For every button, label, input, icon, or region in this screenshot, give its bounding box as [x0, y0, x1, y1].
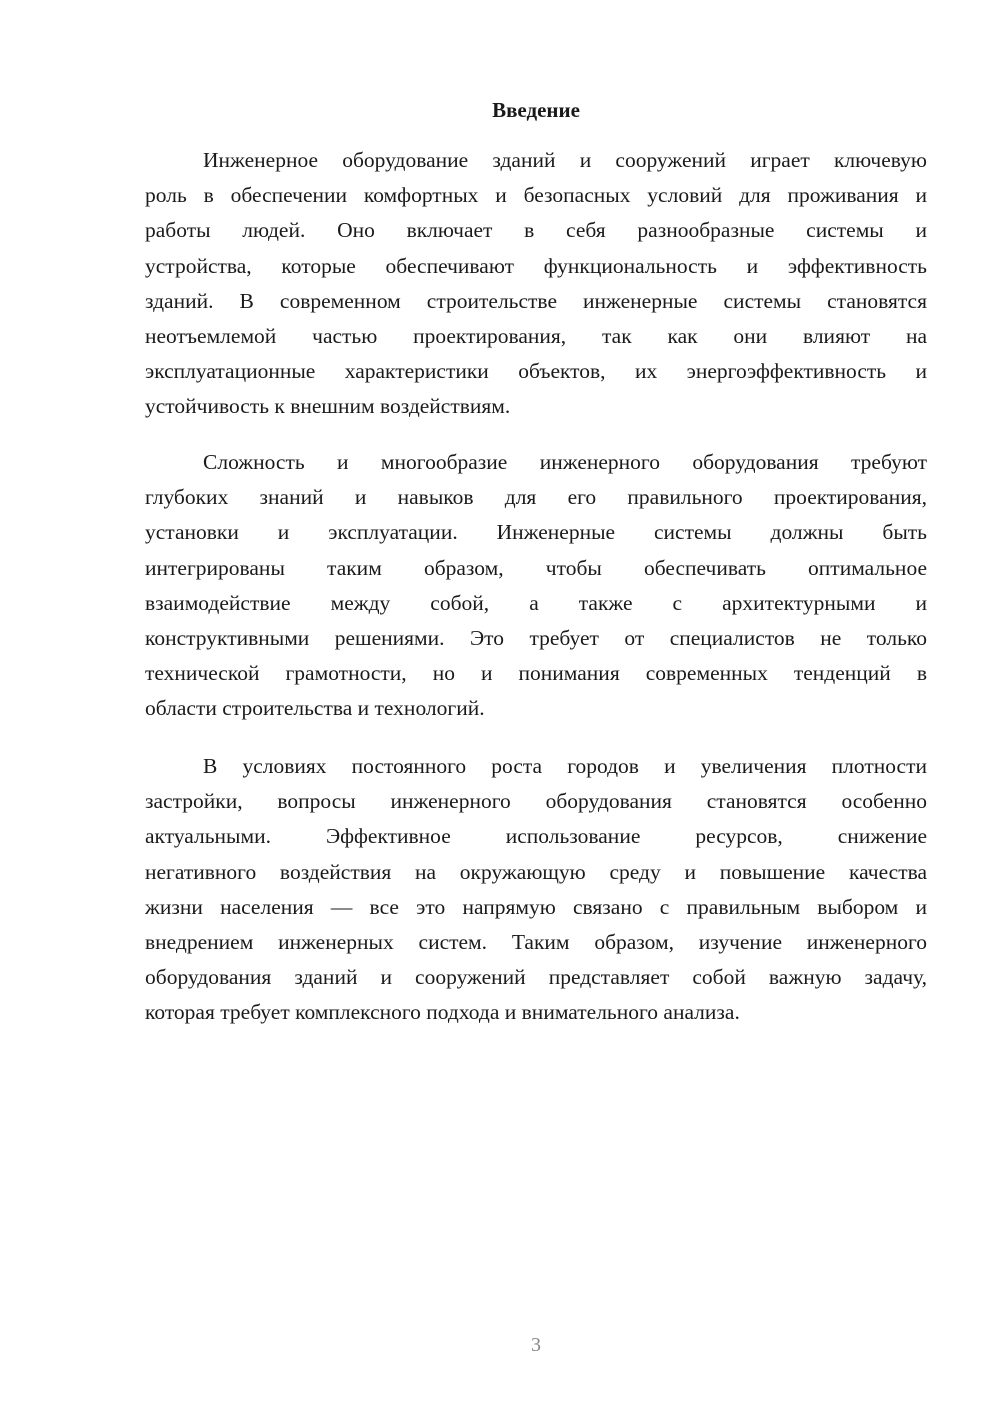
- text-line: области строительства и технологий.: [145, 696, 485, 721]
- text-line: роль в обеспечении комфортных и безопасных условий для проживания и: [145, 183, 927, 208]
- paragraph-2: [145, 445, 927, 727]
- text-line: устойчивость к внешним воздействиям.: [145, 394, 511, 419]
- text-line: интегрированы таким образом, чтобы обеспечивать оптимальное: [145, 555, 927, 580]
- text-line: негативного воздействия на окружающую среду и повышение качества: [145, 859, 927, 884]
- text-line: установки и эксплуатации. Инженерные системы должны быть: [145, 520, 927, 545]
- text-line: устройства, которые обеспечивают функциональность и эффективность: [145, 253, 927, 278]
- paragraph-3: [145, 749, 927, 1031]
- text-line: зданий. В современном строительстве инженерные системы становятся: [145, 288, 927, 313]
- text-line: работы людей. Оно включает в себя разнообразные системы и: [145, 218, 927, 243]
- text-line: внедрением инженерных систем. Таким образом, изучение инженерного: [145, 930, 927, 955]
- text-line: Инженерное оборудование зданий и сооружений играет ключевую: [203, 148, 927, 172]
- text-line: В условиях постоянного роста городов и увеличения плотности: [203, 754, 927, 778]
- paragraph-1: [145, 143, 927, 425]
- section-title: Введение: [492, 98, 580, 122]
- text-line: оборудования зданий и сооружений представляет собой важную задачу,: [145, 965, 927, 990]
- text-line: эксплуатационные характеристики объектов, их энергоэффективность и: [145, 359, 927, 384]
- text-line: глубоких знаний и навыков для его правильного проектирования,: [145, 485, 927, 510]
- text-line: неотъемлемой частью проектирования, так как они влияют на: [145, 324, 927, 349]
- text-line: технической грамотности, но и понимания современных тенденций в: [145, 661, 927, 686]
- text-line: Сложность и многообразие инженерного оборудования требуют: [203, 450, 927, 474]
- text-line: которая требует комплексного подхода и внимательного анализа.: [145, 1000, 740, 1025]
- text-line: жизни населения — все это напрямую связано с правильным выбором и: [145, 894, 927, 919]
- text-line: конструктивными решениями. Это требует от специалистов не только: [145, 626, 927, 651]
- text-line: актуальными. Эффективное использование ресурсов, снижение: [145, 824, 927, 849]
- text-line: застройки, вопросы инженерного оборудования становятся особенно: [145, 789, 927, 814]
- page-number: 3: [531, 1334, 541, 1356]
- text-line: взаимодействие между собой, а также с архитектурными и: [145, 590, 927, 615]
